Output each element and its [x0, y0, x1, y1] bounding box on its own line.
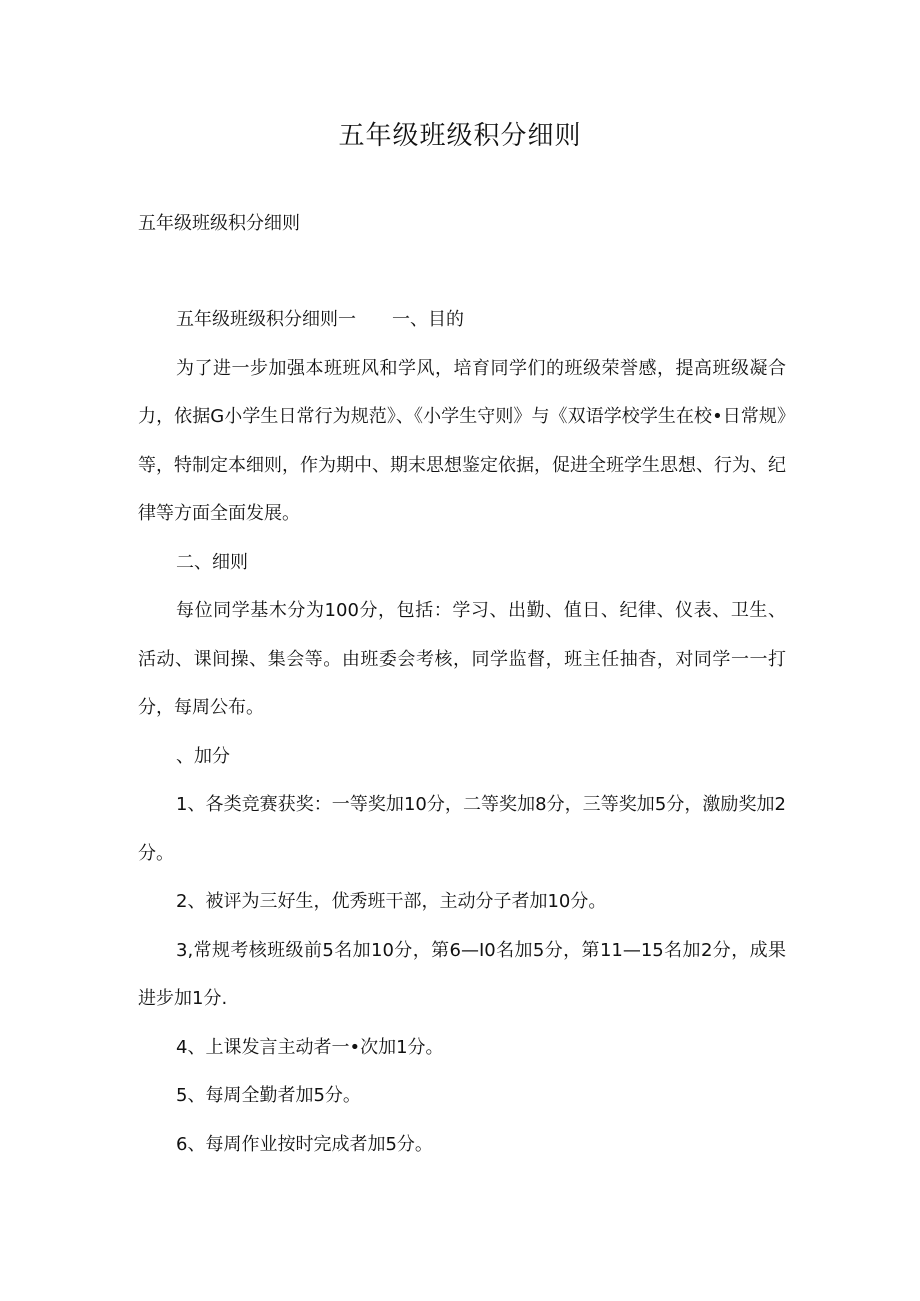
list-item: 4、上课发言主动者一•次加1分。: [176, 1036, 444, 1058]
paragraph-purpose: 为了进一步加强本班班风和学风，培育同学们的班级荣誉感，提高班级凝合力，依据G小学生日常行为规范》、《小学生守则》与《双语学校学生在校•日常规》等，特制定本细则，作为期中、期末思想鉴定依据，促进全班学生思想、行为、纪律等方面全面发展。: [138, 357, 786, 524]
list-item: 6、每周作业按时完成者加5分。: [176, 1133, 433, 1155]
list-item: 2、被评为三好生，优秀班干部，主动分子者加10分。: [176, 891, 607, 912]
document-subtitle: 五年级班级积分细则: [138, 213, 300, 234]
list-item: 1、各类竞赛获奖：一等奖加10分，二等奖加8分，三等奖加5分，激励奖加2分。: [138, 794, 786, 864]
section-heading-purpose: 五年级班级积分细则一 一、目的: [176, 309, 464, 330]
section-heading-bonus: 、加分: [176, 745, 230, 767]
paragraph-base-score: 每位同学基木分为100分，包括：学习、出勤、值日、纪律、仪表、卫生、活动、课间操、集会等。由班委会考核，同学监督，班主任抽杳，对同学一一打分，每周公布。: [138, 600, 786, 718]
document-title: 五年级班级积分细则: [338, 121, 582, 151]
list-item: 3,常规考核班级前5名加10分，第6—I0名加5分，第11—15名加2分，成果进步加1分.: [138, 939, 786, 1009]
document-body: [138, 296, 786, 1169]
section-heading-rules: 二、细则: [176, 551, 248, 573]
list-item: 5、每周全勤者加5分。: [176, 1085, 361, 1106]
